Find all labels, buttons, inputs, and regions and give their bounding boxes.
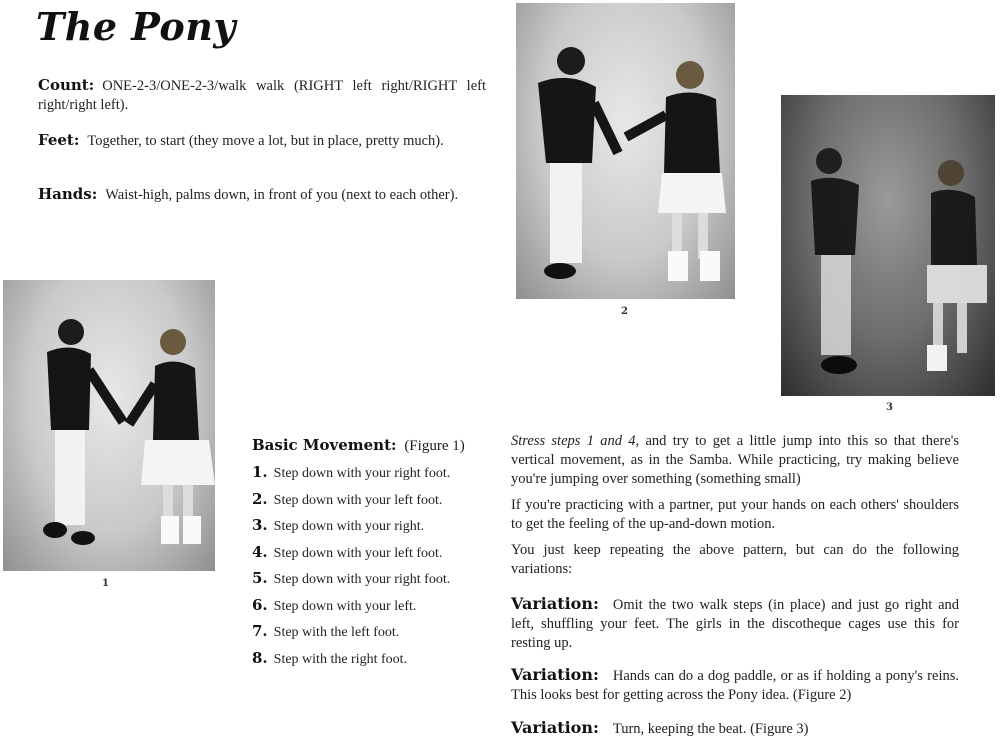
dancers-illustration-1 (3, 280, 215, 571)
partner-paragraph: If you're practicing with a partner, put your hands on each others' shoulders to get the feeling of the up-and-down motion. (511, 497, 959, 532)
step-text: Step down with your right foot. (273, 466, 451, 481)
step-number: 1. (252, 463, 268, 481)
step-number: 3. (252, 516, 268, 534)
step-number: 4. (252, 542, 268, 561)
hands-text: Waist-high, palms down, in front of you (next to each other). (105, 187, 459, 203)
figure-3-photo (781, 95, 995, 396)
variation-text: Omit the two walk steps (in place) and just go right and left, shuffling your feet. The girls in the discotheque cages use this for resting up. (511, 597, 959, 651)
list-item (252, 596, 502, 623)
variation-label: Variation: (511, 718, 599, 737)
variation-2 (511, 665, 959, 705)
dancers-illustration-2 (516, 3, 735, 299)
variation-text: Hands can do a dog paddle, or as if holding a pony's reins. This looks best for getting across the Pony idea. (Figure 2) (511, 668, 959, 703)
list-item (252, 622, 502, 649)
figure-1-caption: 1 (102, 578, 109, 589)
figure-3-caption: 3 (886, 402, 893, 413)
count-text: ONE-2-3/ONE-2-3/walk walk (RIGHT left right/RIGHT left right/right left). (38, 78, 486, 113)
hands-paragraph (38, 185, 486, 205)
basic-movement-list (252, 436, 502, 675)
variation-label: Variation: (511, 665, 599, 684)
variation-text: Turn, keeping the beat. (Figure 3) (612, 721, 809, 737)
figure-2-photo (516, 3, 735, 299)
count-paragraph (38, 76, 486, 115)
list-item (252, 543, 502, 570)
step-text: Step down with your right. (273, 519, 425, 534)
hands-label: Hands: (38, 185, 98, 203)
variation-3 (511, 718, 959, 739)
count-label: Count: (38, 76, 95, 94)
stress-paragraph (511, 432, 959, 489)
basic-movement-label: Basic Movement: (252, 436, 397, 454)
step-text: Step with the left foot. (273, 625, 400, 640)
repeat-paragraph: You just keep repeating the above pattern, but can do the following variations: (511, 542, 959, 577)
figure-1-photo (3, 280, 215, 571)
variation-label: Variation: (511, 594, 599, 613)
feet-label: Feet: (38, 131, 80, 149)
feet-paragraph (38, 131, 486, 151)
step-text: Step down with your left foot. (273, 492, 443, 508)
step-text: Step with the right foot. (273, 651, 408, 667)
variation-1 (511, 594, 959, 653)
stress-emphasis: Stress steps 1 and 4, (511, 433, 640, 449)
step-text: Step down with your right foot. (273, 572, 451, 587)
basic-movement-ref: (Figure 1) (404, 438, 465, 454)
step-number: 2. (252, 489, 268, 508)
list-item (252, 569, 502, 596)
list-item (252, 516, 502, 543)
stress-text: and try to get a little jump into this so that there's vertical movement, as in the Samba. While practicing, try making believe you're jumping over something (something small) (511, 433, 960, 487)
step-text: Step down with your left foot. (273, 545, 443, 561)
list-item (252, 463, 502, 490)
list-item (252, 490, 502, 517)
step-text: Step down with your left. (273, 598, 417, 614)
dancers-illustration-3 (781, 95, 995, 396)
basic-movement-heading (252, 436, 502, 455)
feet-text: Together, to start (they move a lot, but in place, pretty much). (87, 133, 444, 149)
figure-2-caption: 2 (621, 306, 628, 317)
step-number: 7. (252, 622, 268, 640)
step-number: 5. (252, 569, 268, 587)
list-item (252, 649, 502, 676)
step-number: 6. (252, 595, 268, 614)
page-title: The Pony (36, 4, 236, 49)
step-number: 8. (252, 648, 268, 667)
